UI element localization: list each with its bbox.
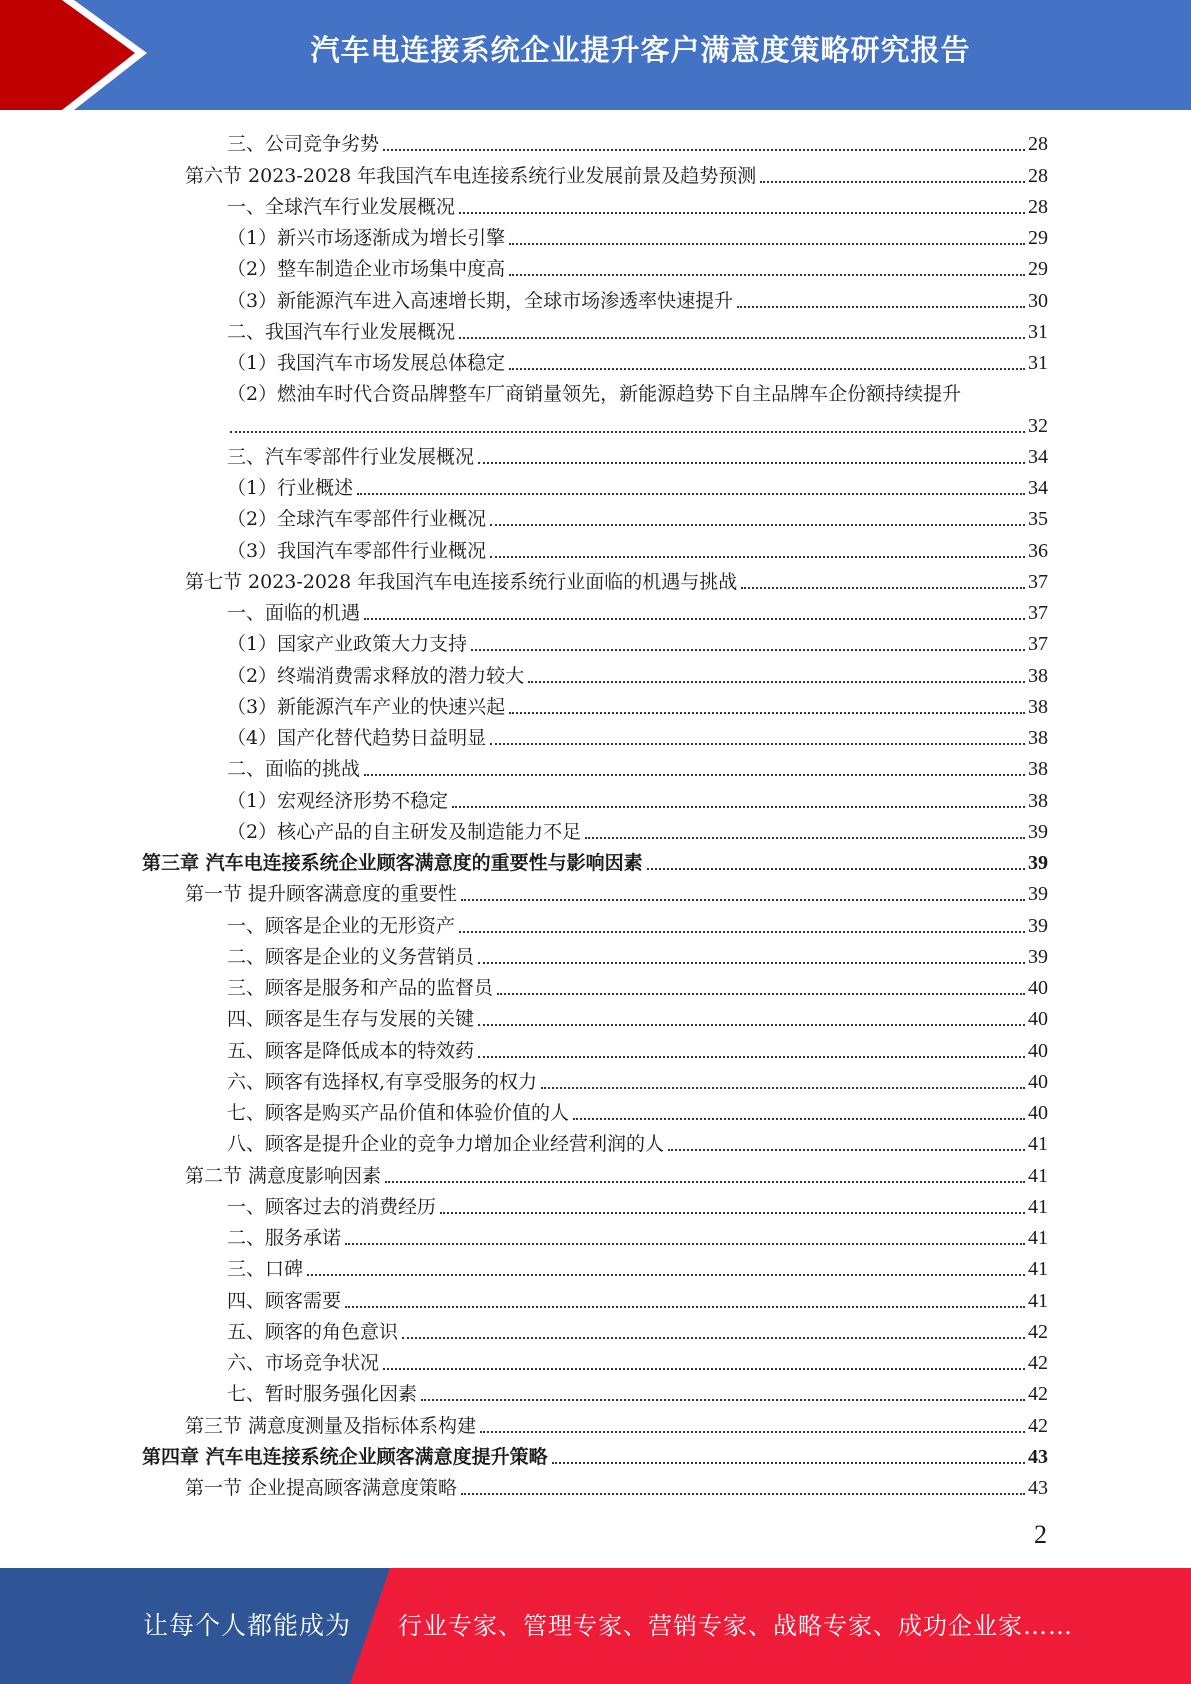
toc-dot-leader — [497, 993, 1025, 995]
toc-entry[interactable] — [0, 283, 1191, 314]
toc-page-number: 28 — [1028, 164, 1048, 187]
toc-entry-title: 一、顾客过去的消费经历 — [227, 1195, 437, 1218]
toc-entry[interactable] — [0, 1002, 1191, 1033]
toc-page-number: 40 — [1028, 1102, 1048, 1124]
toc-entry[interactable] — [0, 127, 1191, 158]
toc-entry-title: 三、汽车零部件行业发展概况 — [227, 445, 475, 468]
toc-dot-leader — [490, 743, 1025, 745]
toc-page-number: 37 — [1028, 602, 1048, 624]
toc-page-number: 39 — [1028, 852, 1048, 874]
toc-page-number: 28 — [1028, 195, 1048, 218]
toc-dot-leader — [402, 1337, 1025, 1339]
toc-page-number: 37 — [1028, 633, 1048, 656]
toc-dot-leader — [552, 1462, 1025, 1464]
toc-entry-title: （2）整车制造企业市场集中度高 — [227, 258, 506, 281]
toc-entry-title: 四、顾客需要 — [227, 1289, 342, 1312]
toc-dot-leader — [760, 181, 1025, 183]
toc-dot-leader — [421, 1399, 1025, 1401]
toc-dot-leader — [364, 774, 1025, 776]
toc-entry-title: 五、顾客的角色意识 — [227, 1320, 399, 1343]
toc-entry-title: 第六节 2023-2028 年我国汽车电连接系统行业发展前景及趋势预测 — [185, 164, 757, 187]
toc-page-number: 42 — [1028, 1320, 1048, 1343]
toc-dot-leader — [490, 556, 1025, 558]
toc-entry[interactable] — [0, 158, 1191, 189]
toc-entry[interactable] — [0, 940, 1191, 971]
toc-dot-leader — [357, 493, 1025, 495]
toc-page-number: 42 — [1028, 1352, 1048, 1374]
toc-entry-title: 六、顾客有选择权,有享受服务的权力 — [227, 1070, 538, 1093]
toc-dot-leader — [452, 806, 1025, 808]
toc-entry-title: 三、公司竞争劣势 — [227, 133, 380, 156]
toc-entry-title: （2）燃油车时代合资品牌整车厂商销量领先，新能源趋势下自主品牌车企份额持续提升 — [227, 383, 962, 406]
toc-page-number: 38 — [1028, 664, 1048, 687]
toc-dot-leader — [478, 1024, 1025, 1026]
toc-dot-leader — [528, 681, 1025, 683]
toc-page-number: 41 — [1028, 1195, 1048, 1218]
toc-page-number: 34 — [1028, 445, 1048, 468]
toc-entry[interactable] — [0, 846, 1191, 877]
toc-entry-title: （3）新能源汽车进入高速增长期，全球市场渗透率快速提升 — [227, 289, 734, 312]
toc-entry-title: 二、顾客是企业的义务营销员 — [227, 945, 475, 968]
toc-page-number: 38 — [1028, 758, 1048, 781]
toc-page-number: 43 — [1028, 1445, 1048, 1468]
toc-entry-title: 五、顾客是降低成本的特效药 — [227, 1039, 475, 1062]
toc-page-number: 42 — [1028, 1414, 1048, 1437]
toc-entry-title: （2）全球汽车零部件行业概况 — [227, 508, 487, 531]
toc-page-number: 40 — [1028, 1070, 1048, 1093]
toc-entry-title: 一、面临的机遇 — [227, 602, 361, 624]
toc-entry-title: 三、口碑 — [227, 1258, 304, 1281]
toc-entry[interactable] — [0, 1408, 1191, 1439]
toc-dot-leader — [509, 368, 1025, 370]
toc-entry-title: 二、我国汽车行业发展概况 — [227, 320, 456, 343]
toc-entry[interactable] — [0, 1158, 1191, 1189]
toc-page-number: 39 — [1028, 883, 1048, 906]
toc-entry-title: 三、顾客是服务和产品的监督员 — [227, 977, 494, 999]
toc-page-number: 40 — [1028, 1008, 1048, 1031]
toc-page-number: 39 — [1028, 820, 1048, 843]
toc-page-number: 38 — [1028, 789, 1048, 812]
toc-entry-title: 第三章 汽车电连接系统企业顾客满意度的重要性与影响因素 — [142, 852, 643, 874]
toc-page-number: 41 — [1028, 1133, 1048, 1156]
toc-dot-leader — [459, 931, 1025, 933]
toc-page-number: 28 — [1028, 133, 1048, 156]
toc-entry-title: 七、顾客是购买产品价值和体验价值的人 — [227, 1102, 570, 1124]
footer-slogan-right: 行业专家、管理专家、营销专家、战略专家、成功企业家…… — [398, 1612, 1073, 1640]
toc-entry[interactable] — [0, 346, 1191, 377]
toc-page-number: 30 — [1028, 289, 1048, 312]
toc-entry-title: （4）国产化替代趋势日益明显 — [227, 727, 487, 749]
toc-entry-title: 第三节 满意度测量及指标体系构建 — [185, 1414, 477, 1437]
toc-dot-leader — [741, 587, 1025, 589]
toc-page-number: 32 — [1028, 414, 1048, 437]
table-of-contents — [0, 127, 1191, 1502]
toc-entry[interactable] — [0, 252, 1191, 283]
toc-entry[interactable] — [0, 1065, 1191, 1096]
toc-entry-title: 二、面临的挑战 — [227, 758, 361, 781]
toc-entry[interactable] — [0, 877, 1191, 908]
toc-entry[interactable] — [0, 1221, 1191, 1252]
toc-dot-leader — [490, 524, 1025, 526]
toc-entry[interactable] — [0, 1315, 1191, 1346]
toc-entry[interactable] — [0, 721, 1191, 752]
toc-entry-title: （3）新能源汽车产业的快速兴起 — [227, 695, 506, 718]
toc-dot-leader — [585, 837, 1025, 839]
toc-dot-leader — [471, 649, 1025, 651]
toc-dot-leader — [478, 962, 1025, 964]
toc-dot-leader — [478, 462, 1025, 464]
toc-page-number: 41 — [1028, 1258, 1048, 1281]
toc-entry-title: 一、顾客是企业的无形资产 — [227, 914, 456, 937]
report-title: 汽车电连接系统企业提升客户满意度策略研究报告 — [310, 33, 971, 67]
toc-entry-title: （3）我国汽车零部件行业概况 — [227, 539, 487, 562]
toc-dot-leader — [509, 274, 1025, 276]
toc-dot-leader — [737, 306, 1025, 308]
toc-entry[interactable] — [0, 1127, 1191, 1158]
toc-dot-leader — [345, 1306, 1025, 1308]
toc-entry-title: 第二节 满意度影响因素 — [185, 1164, 382, 1187]
toc-page-number: 31 — [1028, 320, 1048, 343]
toc-dot-leader — [383, 149, 1025, 151]
toc-dot-leader — [647, 868, 1025, 870]
toc-dot-leader — [509, 712, 1025, 714]
toc-page-number: 35 — [1028, 508, 1048, 531]
toc-dot-leader — [440, 1212, 1025, 1214]
toc-entry-title: 八、顾客是提升企业的竞争力增加企业经营利润的人 — [227, 1133, 665, 1156]
toc-entry[interactable] — [0, 1190, 1191, 1221]
toc-entry[interactable] — [0, 627, 1191, 658]
toc-dot-leader — [461, 899, 1025, 901]
toc-entry[interactable] — [0, 440, 1191, 471]
toc-entry[interactable] — [0, 908, 1191, 939]
toc-entry[interactable] — [0, 690, 1191, 721]
toc-page-number: 40 — [1028, 977, 1048, 999]
toc-dot-leader — [541, 1087, 1025, 1089]
toc-entry[interactable] — [0, 1096, 1191, 1127]
toc-entry-title: 一、全球汽车行业发展概况 — [227, 195, 456, 218]
toc-entry[interactable] — [0, 815, 1191, 846]
toc-page-number: 34 — [1028, 477, 1048, 499]
toc-entry-title: 第四章 汽车电连接系统企业顾客满意度提升策略 — [142, 1445, 548, 1468]
toc-dot-leader — [230, 431, 1025, 433]
toc-entry-title: 七、暂时服务强化因素 — [227, 1383, 418, 1406]
toc-dot-leader — [478, 1056, 1025, 1058]
toc-dot-leader — [573, 1118, 1025, 1120]
toc-entry[interactable] — [0, 1440, 1191, 1471]
toc-page-number: 43 — [1028, 1477, 1048, 1499]
toc-entry[interactable] — [0, 783, 1191, 814]
toc-entry-title: （1）行业概述 — [227, 477, 354, 499]
footer-slogan-left: 让每个人都能成为 — [143, 1611, 352, 1640]
toc-page-number: 41 — [1028, 1164, 1048, 1187]
toc-dot-leader — [459, 212, 1025, 214]
toc-entry[interactable] — [0, 221, 1191, 252]
toc-entry-title: 第七节 2023-2028 年我国汽车电连接系统行业面临的机遇与挑战 — [185, 570, 738, 593]
toc-dot-leader — [668, 1149, 1025, 1151]
toc-entry[interactable] — [0, 658, 1191, 689]
toc-dot-leader — [461, 1493, 1025, 1495]
toc-entry[interactable] — [0, 1377, 1191, 1408]
report-footer — [0, 1568, 1191, 1684]
toc-page-number: 38 — [1028, 727, 1048, 749]
toc-entry-title: 六、市场竞争状况 — [227, 1352, 380, 1374]
toc-entry[interactable] — [0, 596, 1191, 627]
toc-page-number: 38 — [1028, 695, 1048, 718]
toc-entry[interactable] — [0, 1252, 1191, 1283]
report-header — [0, 0, 1191, 110]
toc-entry[interactable] — [0, 1471, 1191, 1502]
toc-entry-title: （1）新兴市场逐渐成为增长引擎 — [227, 227, 506, 249]
toc-dot-leader — [459, 337, 1025, 339]
toc-dot-leader — [383, 1368, 1025, 1370]
toc-entry[interactable] — [0, 502, 1191, 533]
toc-page-number: 31 — [1028, 352, 1048, 374]
toc-dot-leader — [345, 1243, 1025, 1245]
toc-dot-leader — [509, 243, 1025, 245]
toc-entry-title: （2）核心产品的自主研发及制造能力不足 — [227, 820, 582, 843]
toc-entry[interactable] — [0, 315, 1191, 346]
toc-page-number: 39 — [1028, 945, 1048, 968]
toc-page-number: 29 — [1028, 227, 1048, 249]
toc-entry[interactable] — [0, 1033, 1191, 1064]
toc-entry[interactable] — [0, 377, 1191, 408]
toc-dot-leader — [480, 1431, 1025, 1433]
toc-page-number: 29 — [1028, 258, 1048, 281]
toc-entry[interactable] — [0, 971, 1191, 1002]
toc-page-number: 36 — [1028, 539, 1048, 562]
toc-page-number: 40 — [1028, 1039, 1048, 1062]
toc-entry-title: （1）我国汽车市场发展总体稳定 — [227, 352, 506, 374]
toc-entry[interactable] — [0, 190, 1191, 221]
toc-entry-title: 二、服务承诺 — [227, 1227, 342, 1249]
toc-entry[interactable] — [0, 1346, 1191, 1377]
toc-entry[interactable] — [0, 565, 1191, 596]
toc-page-number: 41 — [1028, 1227, 1048, 1249]
toc-entry-title: （1）国家产业政策大力支持 — [227, 633, 468, 656]
toc-entry-title: 四、顾客是生存与发展的关键 — [227, 1008, 475, 1031]
toc-entry[interactable] — [0, 1283, 1191, 1314]
toc-entry-title: 第一节 企业提高顾客满意度策略 — [185, 1477, 458, 1499]
toc-page-number: 37 — [1028, 570, 1048, 593]
toc-entry-title: （2）终端消费需求释放的潜力较大 — [227, 664, 525, 687]
toc-entry-continuation[interactable] — [0, 408, 1191, 439]
toc-entry-title: （1）宏观经济形势不稳定 — [227, 789, 449, 812]
toc-dot-leader — [364, 618, 1025, 620]
page-number: 2 — [1034, 1520, 1047, 1549]
toc-entry[interactable] — [0, 533, 1191, 564]
toc-page-number: 42 — [1028, 1383, 1048, 1406]
header-chevron-decoration — [0, 0, 150, 110]
toc-entry-title: 第一节 提升顾客满意度的重要性 — [185, 883, 458, 906]
toc-entry[interactable] — [0, 752, 1191, 783]
toc-page-number: 39 — [1028, 914, 1048, 937]
toc-entry[interactable] — [0, 471, 1191, 502]
toc-dot-leader — [307, 1274, 1025, 1276]
toc-page-number: 41 — [1028, 1289, 1048, 1312]
toc-dot-leader — [385, 1181, 1025, 1183]
